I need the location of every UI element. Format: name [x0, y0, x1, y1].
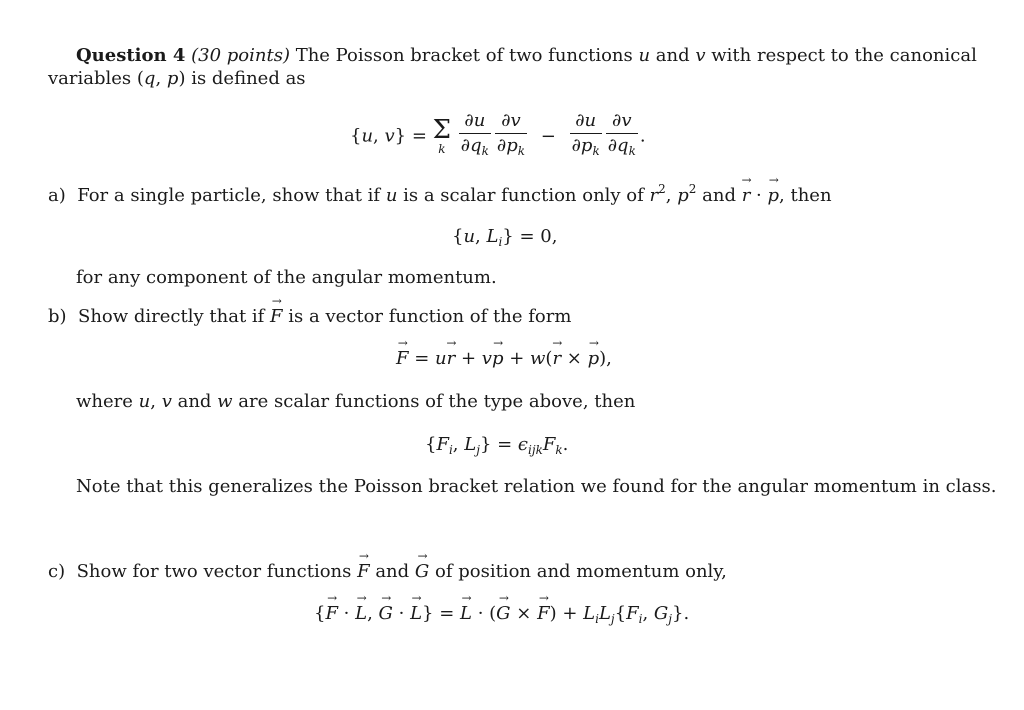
var-u: u: [638, 45, 651, 66]
question-points: (30 points): [191, 45, 290, 66]
question-intro-defined: is defined as: [185, 68, 306, 89]
question-line-2: [48, 68, 306, 89]
part-c-statement: c) Show for two vector functions → F and → G of position and momentum only,: [48, 561, 727, 582]
question-intro-2: variables: [48, 68, 137, 89]
part-c-letter: c): [48, 561, 66, 582]
part-b-where: where u, v and w are scalar functions of the type above, then: [76, 391, 636, 412]
question-intro-and: and: [650, 45, 696, 66]
part-a-letter: a): [48, 185, 66, 206]
part-b-statement: b) Show directly that if → F is a vector function of the form: [48, 306, 571, 327]
part-b-note: Note that this generalizes the Poisson bracket relation we found for the angular momentum in class.: [76, 476, 997, 497]
part-a-equation: {u, $L_i\} = 0$,: [452, 226, 558, 249]
question-intro-1: The Poisson bracket of two functions: [289, 45, 639, 66]
part-b-form-equation: → F = u→ r + v→ p + w(→ r × → p),: [396, 348, 612, 369]
question-label: Question 4: [76, 45, 186, 66]
sum-symbol: Σ k: [432, 115, 452, 156]
part-a-after: for any component of the angular momentum.: [76, 267, 497, 288]
canonical-vars: (q, p): [136, 68, 186, 89]
part-b-letter: b): [48, 306, 67, 327]
question-heading: [76, 45, 977, 66]
part-c-equation: {→ F · → L, → G · → L} = → L · (→ G × → $F) + L_iL_j\{F_i$, $G_j$}.: [314, 603, 689, 626]
poisson-definition-equation: {u, v} = Σ k $\frac{\partial u}{\partial q_k}$ $\frac{\partial v}{\partial p_k}$ − $\frac{\partial u}{\partial p_k}$ $\frac{\partial v}{\partial q_k}$ .: [350, 110, 646, 158]
var-v: v: [695, 45, 706, 66]
part-a-statement: a) For a single particle, show that if u is a scalar function only of $r^2$, $p^2$ and → r · → p, then: [48, 182, 832, 206]
question-intro-with: with respect to the canonical: [705, 45, 977, 66]
part-b-result-equation: {$F_i$, $L_j\} = \epsilon_{ijk}F_k$.: [425, 434, 569, 457]
